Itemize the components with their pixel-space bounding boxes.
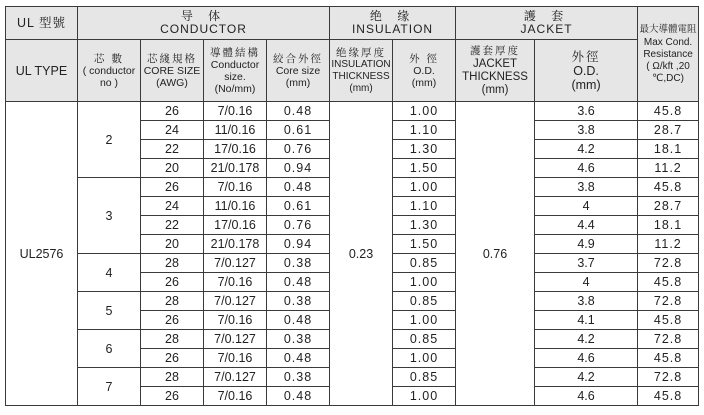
jacket-od-cell: 4.1 xyxy=(535,311,638,330)
jacket-od-cell: 4.2 xyxy=(535,140,638,159)
resistance-cell: 18.1 xyxy=(638,140,699,159)
insulation-cn: 绝 缘 xyxy=(369,9,416,23)
jacket-od-en-2: (mm) xyxy=(571,77,601,92)
core-od-cell: 0.94 xyxy=(267,235,330,254)
ul-type-en-header: UL TYPE xyxy=(6,40,78,102)
insulation-od-cell: 1.50 xyxy=(393,235,456,254)
cores-header xyxy=(78,40,141,102)
jacket-od-cell: 3.8 xyxy=(535,178,638,197)
cable-spec-table xyxy=(5,6,699,406)
insulation-od-cell: 1.10 xyxy=(393,121,456,140)
cores-cn: 芯 數 xyxy=(94,52,124,65)
insulation-od-cell: 1.00 xyxy=(393,178,456,197)
jacket-od-cell: 4.6 xyxy=(535,387,638,406)
core-od-cell: 0.48 xyxy=(267,102,330,121)
core-od-cell: 0.76 xyxy=(267,140,330,159)
conductor-size-cell: 7/0.127 xyxy=(204,368,267,387)
resistance-cell: 28.7 xyxy=(638,197,699,216)
insulation-en: INSULATION xyxy=(351,22,434,36)
jacket-od-en-1: O.D. xyxy=(573,63,599,78)
conductor-size-cell: 21/0.178 xyxy=(204,235,267,254)
cores-cell: 4 xyxy=(78,254,141,292)
insulation-od-cell: 1.00 xyxy=(393,387,456,406)
conductor-size-cn: 導體結構 xyxy=(210,46,260,59)
awg-cell: 26 xyxy=(141,349,204,368)
jacket-thickness-header xyxy=(456,40,535,102)
cores-en-1: ( conductor xyxy=(82,64,136,77)
resistance-en-1: Max Cond. xyxy=(643,36,693,48)
core-od-cell: 0.38 xyxy=(267,330,330,349)
jacket-od-cell: 4.6 xyxy=(535,159,638,178)
resistance-cell: 72.8 xyxy=(638,292,699,311)
awg-cell: 26 xyxy=(141,387,204,406)
ins-od-cn: 外 徑 xyxy=(409,52,439,65)
conductor-size-cell: 17/0.16 xyxy=(204,140,267,159)
core-od-cell: 0.76 xyxy=(267,216,330,235)
resistance-cell: 28.7 xyxy=(638,121,699,140)
table-header xyxy=(6,7,699,102)
core-od-cell: 0.94 xyxy=(267,159,330,178)
insulation-od-header xyxy=(393,40,456,102)
awg-cell: 28 xyxy=(141,368,204,387)
jacket-od-cell: 4.4 xyxy=(535,216,638,235)
cores-cell: 5 xyxy=(78,292,141,330)
resistance-cell: 45.8 xyxy=(638,102,699,121)
awg-cell: 26 xyxy=(141,273,204,292)
conductor-size-cell: 7/0.16 xyxy=(204,102,267,121)
awg-cell: 20 xyxy=(141,159,204,178)
core-size-en-2: (AWG) xyxy=(156,76,188,89)
insulation-od-cell: 1.00 xyxy=(393,102,456,121)
core-od-en-1: Core size xyxy=(275,64,321,77)
insulation-group-header xyxy=(330,7,456,40)
resistance-cell: 11.2 xyxy=(638,235,699,254)
awg-cell: 24 xyxy=(141,121,204,140)
insulation-od-cell: 0.85 xyxy=(393,292,456,311)
ins-thickness-en-2: THICKNESS xyxy=(332,70,390,82)
resistance-cell: 11.2 xyxy=(638,159,699,178)
conductor-size-cell: 17/0.16 xyxy=(204,216,267,235)
conductor-size-header xyxy=(204,40,267,102)
insulation-thickness-header xyxy=(330,40,393,102)
ins-thickness-cn: 绝缘厚度 xyxy=(336,46,387,59)
jacket-en: JACKET xyxy=(520,22,573,36)
core-od-cell: 0.38 xyxy=(267,254,330,273)
cores-cell: 6 xyxy=(78,330,141,368)
cores-cell: 7 xyxy=(78,368,141,406)
awg-cell: 28 xyxy=(141,254,204,273)
core-size-header xyxy=(141,40,204,102)
core-od-cell: 0.48 xyxy=(267,178,330,197)
resistance-en-3: ( Ω/kft ,20 xyxy=(646,60,690,72)
conductor-size-cell: 7/0.127 xyxy=(204,254,267,273)
core-od-en-2: (mm) xyxy=(285,76,311,89)
ins-thickness-en-1: INSULATION xyxy=(331,58,391,70)
conductor-size-cell: 7/0.16 xyxy=(204,273,267,292)
conductor-size-en-2: size. xyxy=(224,70,246,83)
conductor-size-cell: 7/0.16 xyxy=(204,311,267,330)
cores-cell: 2 xyxy=(78,102,141,178)
awg-cell: 26 xyxy=(141,311,204,330)
jacket-thickness-en-3: (mm) xyxy=(481,83,509,96)
resistance-cell: 45.8 xyxy=(638,273,699,292)
awg-cell: 26 xyxy=(141,178,204,197)
resistance-cell: 45.8 xyxy=(638,387,699,406)
resistance-cn: 最大導體電阻 xyxy=(639,23,697,35)
insulation-od-cell: 1.00 xyxy=(393,349,456,368)
jacket-cn: 護 套 xyxy=(523,9,570,23)
insulation-od-cell: 0.85 xyxy=(393,368,456,387)
insulation-od-cell: 0.85 xyxy=(393,254,456,273)
ins-od-en-2: (mm) xyxy=(411,76,437,89)
core-od-cell: 0.48 xyxy=(267,387,330,406)
insulation-od-cell: 1.00 xyxy=(393,311,456,330)
resistance-cell: 72.8 xyxy=(638,254,699,273)
resistance-cell: 72.8 xyxy=(638,330,699,349)
core-od-cell: 0.48 xyxy=(267,273,330,292)
core-od-cell: 0.38 xyxy=(267,368,330,387)
cores-cell: 3 xyxy=(78,178,141,254)
awg-cell: 28 xyxy=(141,330,204,349)
jacket-od-cell: 3.7 xyxy=(535,254,638,273)
jacket-thickness-en-2: THICKNESS xyxy=(462,70,528,83)
jacket-od-header xyxy=(535,40,638,102)
resistance-cell: 18.1 xyxy=(638,216,699,235)
insulation-od-cell: 1.10 xyxy=(393,197,456,216)
ins-od-en-1: O.D. xyxy=(413,64,435,77)
ul-type-cn-header: UL 型號 xyxy=(6,7,78,40)
conductor-en: CONDUCTOR xyxy=(160,22,247,36)
awg-cell: 20 xyxy=(141,235,204,254)
resistance-header xyxy=(638,7,699,102)
core-od-cell: 0.48 xyxy=(267,349,330,368)
jacket-thickness-en-1: JACKET xyxy=(472,57,518,70)
awg-cell: 24 xyxy=(141,197,204,216)
table-row xyxy=(6,102,699,121)
resistance-cell: 45.8 xyxy=(638,349,699,368)
insulation-od-cell: 1.30 xyxy=(393,216,456,235)
conductor-cn: 导 体 xyxy=(180,9,227,23)
jacket-od-cell: 4 xyxy=(535,197,638,216)
conductor-size-cell: 21/0.178 xyxy=(204,159,267,178)
awg-cell: 26 xyxy=(141,102,204,121)
insulation-od-cell: 0.85 xyxy=(393,330,456,349)
insulation-od-cell: 1.30 xyxy=(393,140,456,159)
awg-cell: 22 xyxy=(141,140,204,159)
conductor-size-cell: 7/0.16 xyxy=(204,387,267,406)
resistance-cell: 72.8 xyxy=(638,368,699,387)
jacket-od-cell: 4.9 xyxy=(535,235,638,254)
conductor-size-cell: 7/0.127 xyxy=(204,330,267,349)
jacket-od-cell: 3.6 xyxy=(535,102,638,121)
resistance-en-2: Resistance xyxy=(643,48,693,60)
conductor-size-cell: 7/0.127 xyxy=(204,292,267,311)
conductor-size-cell: 7/0.16 xyxy=(204,178,267,197)
core-size-en-1: CORE SIZE xyxy=(143,64,201,77)
cores-en-2: no ) xyxy=(99,76,119,89)
jacket-group-header xyxy=(456,7,638,40)
jacket-od-cell: 3.8 xyxy=(535,121,638,140)
awg-cell: 28 xyxy=(141,292,204,311)
conductor-size-cell: 7/0.16 xyxy=(204,349,267,368)
conductor-size-en-3: (No/mm) xyxy=(214,82,256,95)
core-od-cell: 0.38 xyxy=(267,292,330,311)
jacket-od-cell: 3.8 xyxy=(535,292,638,311)
resistance-cell: 45.8 xyxy=(638,178,699,197)
conductor-size-cell: 11/0.16 xyxy=(204,197,267,216)
jacket-thickness-cell: 0.76 xyxy=(456,102,535,406)
table-body xyxy=(6,102,699,406)
jacket-od-cn: 外徑 xyxy=(571,49,601,64)
core-od-cn: 絞合外徑 xyxy=(273,52,324,65)
awg-cell: 22 xyxy=(141,216,204,235)
core-od-cell: 0.61 xyxy=(267,197,330,216)
resistance-en-4: ℃,DC) xyxy=(652,72,684,84)
core-size-cn: 芯綫規格 xyxy=(147,52,197,65)
insulation-od-cell: 1.00 xyxy=(393,273,456,292)
jacket-thickness-cn: 護套厚度 xyxy=(470,44,521,57)
core-od-cell: 0.61 xyxy=(267,121,330,140)
jacket-od-cell: 4.6 xyxy=(535,349,638,368)
conductor-size-cell: 11/0.16 xyxy=(204,121,267,140)
core-od-cell: 0.48 xyxy=(267,311,330,330)
core-od-header xyxy=(267,40,330,102)
jacket-od-cell: 4 xyxy=(535,273,638,292)
jacket-od-cell: 4.2 xyxy=(535,368,638,387)
conductor-group-header xyxy=(78,7,330,40)
insulation-thickness-cell: 0.23 xyxy=(330,102,393,406)
conductor-size-en-1: Conductor xyxy=(210,58,260,71)
jacket-od-cell: 4.2 xyxy=(535,330,638,349)
ins-thickness-en-3: (mm) xyxy=(349,82,373,94)
insulation-od-cell: 1.50 xyxy=(393,159,456,178)
ul-type-cell: UL2576 xyxy=(6,102,78,406)
resistance-cell: 45.8 xyxy=(638,311,699,330)
